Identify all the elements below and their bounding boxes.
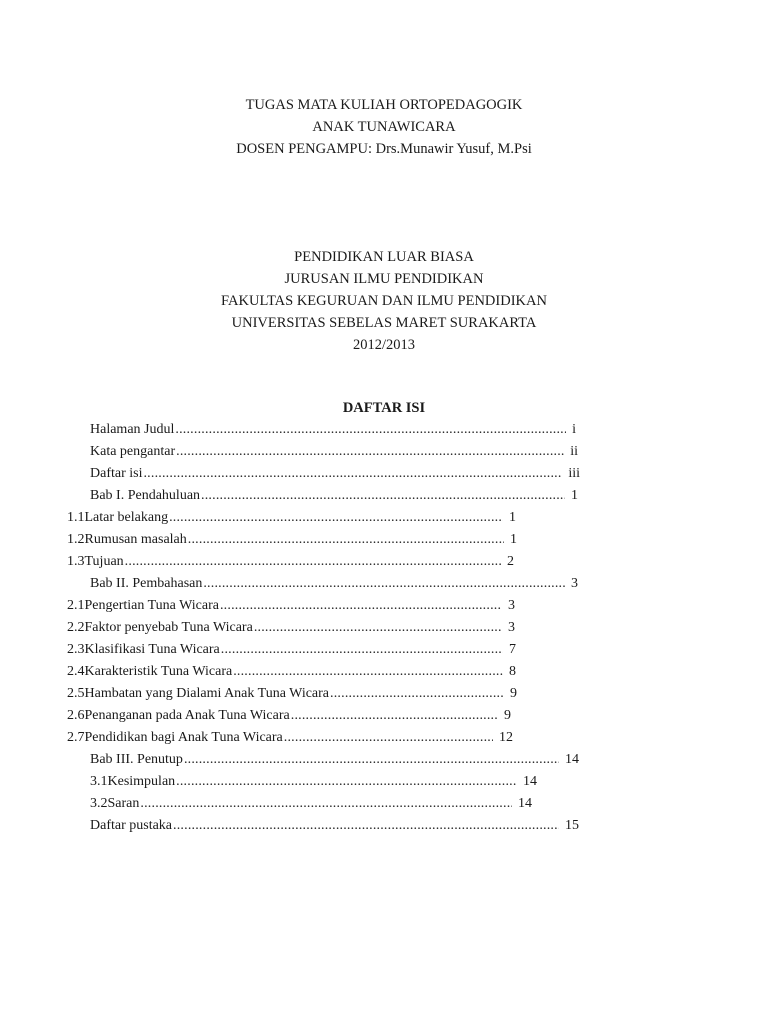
toc-entry [67,728,513,748]
toc-entry [90,464,580,484]
toc-entry [67,662,516,682]
toc-entry-number: 1.2 [67,532,85,547]
toc-leader-dots [184,750,559,770]
toc-leader-dots [125,552,501,572]
institution-university: UNIVERSITAS SEBELAS MARET SURAKARTA [231,315,537,331]
toc-entry-page: 12 [499,730,513,745]
toc-leader-dots [201,486,565,506]
toc-entry-number: 3.1 [90,774,108,789]
toc-entry [67,596,515,616]
toc-entry-label: Bab III. Penutup [90,752,183,767]
toc-leader-dots [176,772,517,792]
toc-entry-page: 14 [523,774,537,789]
toc-entry-label: Faktor penyebab Tuna Wicara [84,620,253,635]
toc-entry-page: 15 [565,818,579,833]
toc-leader-dots [176,442,564,462]
toc-entry [67,618,515,638]
toc-leader-dots [175,420,566,440]
toc-leader-dots [284,728,493,748]
toc-entry-page: 9 [510,686,517,701]
toc-entry [67,684,517,704]
toc-entry [67,640,516,660]
toc-entry-label: Rumusan masalah [84,532,187,547]
toc-entry [90,794,532,814]
toc-entry [90,420,576,440]
toc-entry-page: ii [570,444,578,459]
toc-leader-dots [291,706,498,726]
assignment-title: TUGAS MATA KULIAH ORTOPEDAGOGIK [245,97,523,113]
toc-entry-label: Kesimpulan [107,774,176,789]
toc-entry-label: Tujuan [84,554,124,569]
toc-entry-label: Saran [107,796,140,811]
toc-entry [90,442,578,462]
toc-entry-label: Pendidikan bagi Anak Tuna Wicara [84,730,283,745]
toc-leader-dots [203,574,565,594]
toc-entry-page: 9 [504,708,511,723]
toc-entry [90,816,579,836]
institution-faculty: FAKULTAS KEGURUAN DAN ILMU PENDIDIKAN [221,293,547,309]
toc-leader-dots [330,684,504,704]
toc-leader-dots [188,530,504,550]
toc-leader-dots [221,640,503,660]
toc-entry-number: 1.1 [67,510,85,525]
toc-leader-dots [143,464,562,484]
toc-leader-dots [254,618,502,638]
toc-entry-label: Pengertian Tuna Wicara [84,598,219,613]
toc-entry [67,706,511,726]
toc-entry-label: Latar belakang [84,510,169,525]
toc-entry-page: 1 [571,488,578,503]
toc-entry-number: 2.5 [67,686,85,701]
toc-entry-page: 3 [508,620,515,635]
toc-entry-page: 3 [508,598,515,613]
toc-entry [67,552,514,572]
toc-entry-page: 1 [509,510,516,525]
toc-entry-page: 3 [571,576,578,591]
toc-entry-label: Hambatan yang Dialami Anak Tuna Wicara [84,686,330,701]
toc-entry [67,530,517,550]
toc-entry-number: 2.2 [67,620,85,635]
institution-program: PENDIDIKAN LUAR BIASA [294,249,474,265]
toc-entry-page: 14 [518,796,532,811]
toc-entry-number: 2.1 [67,598,85,613]
toc-entry-page: 8 [509,664,516,679]
toc-leader-dots [173,816,559,836]
toc-entry-number: 2.7 [67,730,85,745]
toc-leader-dots [220,596,502,616]
toc-entry-number: 3.2 [90,796,108,811]
toc-entry [90,574,578,594]
toc-entry [67,508,516,528]
toc-entry-number: 1.3 [67,554,85,569]
toc-entry-page: iii [568,466,580,481]
toc-entry-page: 7 [509,642,516,657]
toc-entry-label: Klasifikasi Tuna Wicara [84,642,220,657]
assignment-subject: ANAK TUNAWICARA [312,119,456,135]
toc-leader-dots [140,794,512,814]
assignment-lecturer: DOSEN PENGAMPU: Drs.Munawir Yusuf, M.Psi [236,141,532,157]
institution-year: 2012/2013 [352,337,416,353]
toc-entry-page: 1 [510,532,517,547]
toc-entry-page: 14 [565,752,579,767]
institution-department: JURUSAN ILMU PENDIDIKAN [284,271,484,287]
toc-entry-page: i [572,422,576,437]
toc-entry-label: Daftar pustaka [90,818,173,833]
toc-entry-number: 2.3 [67,642,85,657]
toc-entry [90,486,578,506]
toc-leader-dots [169,508,503,528]
toc-entry-number: 2.6 [67,708,85,723]
toc-entry-label: Bab I. Pendahuluan [90,488,201,503]
toc-entry-label: Bab II. Pembahasan [90,576,203,591]
toc-entry-label: Penanganan pada Anak Tuna Wicara [84,708,290,723]
toc-entry-label: Kata pengantar [90,444,176,459]
toc-title: DAFTAR ISI [342,400,426,416]
toc-entry-number: 2.4 [67,664,85,679]
toc-entry-label: Halaman Judul [90,422,175,437]
toc-entry-label: Karakteristik Tuna Wicara [84,664,233,679]
toc-leader-dots [233,662,503,682]
toc-entry [90,750,579,770]
toc-entry [90,772,537,792]
toc-entry-page: 2 [507,554,514,569]
toc-entry-label: Daftar isi [90,466,143,481]
